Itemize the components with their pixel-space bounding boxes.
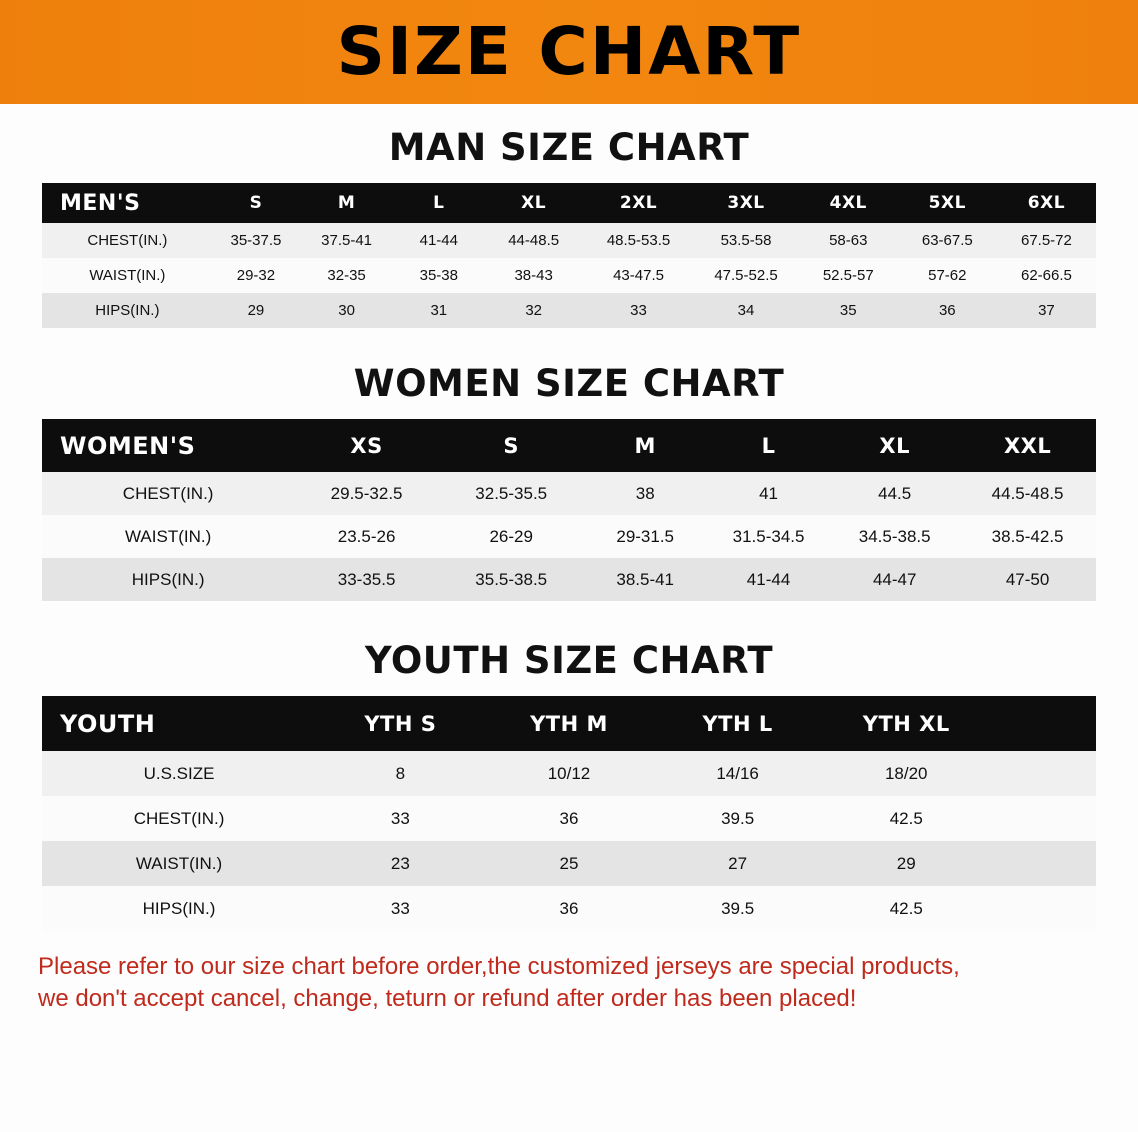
women-cell: 35.5-38.5 xyxy=(475,569,548,589)
youth-cell-spacer xyxy=(991,841,1096,886)
youth-header-yth-xl: YTH XL xyxy=(862,711,950,736)
youth-cell: 25 xyxy=(559,853,579,873)
table-row xyxy=(42,751,1096,796)
man-cell: 36 xyxy=(938,302,956,319)
man-cell: 35-37.5 xyxy=(230,232,282,249)
man-cell: 29 xyxy=(247,302,265,319)
women-cell: 34.5-38.5 xyxy=(858,526,931,546)
youth-cell-spacer xyxy=(991,886,1096,931)
man-cell: 57-62 xyxy=(928,267,967,284)
man-cell: 53.5-58 xyxy=(720,232,772,249)
man-header-6xl: 6XL xyxy=(1027,193,1066,213)
youth-cell: 27 xyxy=(728,853,748,873)
youth-row-label: U.S.SIZE xyxy=(143,763,215,783)
women-header-xxl: XXL xyxy=(1003,433,1052,458)
youth-cell: 18/20 xyxy=(884,763,928,783)
women-header-xl: XL xyxy=(879,433,910,458)
man-section-title: MAN SIZE CHART xyxy=(388,126,750,169)
women-size-table xyxy=(42,419,1096,601)
women-cell: 33-35.5 xyxy=(337,569,396,589)
youth-cell: 36 xyxy=(559,808,579,828)
youth-header-label: YOUTH xyxy=(60,709,156,738)
youth-cell: 42.5 xyxy=(889,808,923,828)
youth-cell: 29 xyxy=(896,853,916,873)
youth-row-label: CHEST(IN.) xyxy=(133,808,225,828)
women-cell: 32.5-35.5 xyxy=(475,483,548,503)
youth-cell: 33 xyxy=(390,898,410,918)
youth-cell: 14/16 xyxy=(716,763,759,783)
youth-header-yth-s: YTH S xyxy=(364,711,437,736)
man-cell: 30 xyxy=(338,302,355,319)
man-header-m: M xyxy=(337,193,356,213)
man-cell: 37.5-41 xyxy=(321,232,373,249)
man-row-label: CHEST(IN.) xyxy=(87,232,168,249)
youth-cell-spacer xyxy=(991,796,1096,841)
women-row-label: WAIST(IN.) xyxy=(125,526,212,546)
banner xyxy=(0,0,1138,104)
women-row-label: CHEST(IN.) xyxy=(122,483,214,503)
women-header-label: WOMEN'S xyxy=(60,431,196,460)
man-cell: 52.5-57 xyxy=(822,267,874,284)
man-size-table xyxy=(42,183,1096,328)
women-cell: 41 xyxy=(759,483,778,503)
youth-cell: 39.5 xyxy=(721,808,755,828)
youth-cell: 42.5 xyxy=(889,898,923,918)
women-cell: 38 xyxy=(635,483,655,503)
youth-section-title: YOUTH SIZE CHART xyxy=(364,639,774,682)
man-cell: 33 xyxy=(630,302,647,319)
man-cell: 35 xyxy=(839,302,857,319)
man-table-wrap xyxy=(42,183,1096,328)
banner-title: SIZE CHART xyxy=(336,13,802,90)
youth-table-wrap xyxy=(42,696,1096,931)
man-cell: 37 xyxy=(1038,302,1055,319)
table-row xyxy=(42,258,1096,293)
women-header-xs: XS xyxy=(350,433,383,458)
youth-cell: 23 xyxy=(390,853,410,873)
table-row xyxy=(42,293,1096,328)
man-header-s: S xyxy=(249,193,263,213)
women-table-wrap xyxy=(42,419,1096,601)
man-header-3xl: 3XL xyxy=(727,193,765,213)
youth-row-label: WAIST(IN.) xyxy=(135,853,223,873)
youth-size-table xyxy=(42,696,1096,931)
women-table-header-row xyxy=(42,419,1096,472)
women-cell: 29-31.5 xyxy=(616,526,675,546)
man-cell: 29-32 xyxy=(236,267,276,284)
table-row xyxy=(42,558,1096,601)
women-section-title: WOMEN SIZE CHART xyxy=(353,362,785,405)
man-cell: 48.5-53.5 xyxy=(606,232,671,249)
man-cell: 34 xyxy=(737,302,755,319)
man-row-label: WAIST(IN.) xyxy=(89,267,166,284)
man-table-header-row xyxy=(42,183,1096,223)
youth-cell: 10/12 xyxy=(547,763,591,783)
order-policy-note-line1: Please refer to our size chart before order,the customized jerseys are special products, xyxy=(38,953,960,980)
women-table-body xyxy=(42,472,1096,601)
women-cell: 44-47 xyxy=(872,569,917,589)
man-header-xl: XL xyxy=(521,193,547,213)
man-cell: 35-38 xyxy=(419,267,458,284)
man-row-label: HIPS(IN.) xyxy=(95,302,160,319)
man-table-body xyxy=(42,223,1096,328)
women-row-label: HIPS(IN.) xyxy=(131,569,205,589)
man-cell: 32 xyxy=(525,302,542,319)
order-policy-note xyxy=(38,951,1100,1016)
youth-cell-spacer xyxy=(991,751,1096,796)
women-cell: 41-44 xyxy=(746,569,791,589)
man-header-2xl: 2XL xyxy=(619,193,658,213)
man-cell: 63-67.5 xyxy=(921,232,973,249)
youth-header-yth-l: YTH L xyxy=(702,711,773,736)
women-header-s: S xyxy=(503,433,520,458)
youth-cell: 36 xyxy=(559,898,579,918)
youth-header-yth-m: YTH M xyxy=(530,711,608,736)
women-cell: 47-50 xyxy=(1005,569,1050,589)
women-cell: 26-29 xyxy=(489,526,533,546)
man-cell: 58-63 xyxy=(829,232,868,249)
man-cell: 31 xyxy=(430,302,448,319)
youth-header-spacer xyxy=(991,696,1096,751)
man-header-l: L xyxy=(433,193,445,213)
women-cell: 38.5-41 xyxy=(616,569,675,589)
table-row xyxy=(42,886,1096,931)
women-header-m: M xyxy=(634,433,656,458)
women-cell: 23.5-26 xyxy=(337,526,396,546)
table-row xyxy=(42,472,1096,515)
youth-row-label: HIPS(IN.) xyxy=(142,898,216,918)
women-cell: 38.5-42.5 xyxy=(991,526,1064,546)
order-policy-note-line2: we don't accept cancel, change, teturn or refund after order has been placed! xyxy=(38,985,857,1013)
youth-cell: 39.5 xyxy=(721,898,755,918)
women-cell: 29.5-32.5 xyxy=(330,483,403,503)
women-header-l: L xyxy=(761,433,776,458)
table-row xyxy=(42,841,1096,886)
youth-table-header-row xyxy=(42,696,1096,751)
man-header-5xl: 5XL xyxy=(928,193,966,213)
man-cell: 38-43 xyxy=(514,267,553,284)
man-cell: 32-35 xyxy=(327,267,366,284)
table-row xyxy=(42,515,1096,558)
women-cell: 44.5-48.5 xyxy=(991,483,1064,503)
table-row xyxy=(42,796,1096,841)
women-cell: 31.5-34.5 xyxy=(732,526,805,546)
man-cell: 43-47.5 xyxy=(613,267,664,284)
man-cell: 67.5-72 xyxy=(1020,232,1072,249)
man-header-label: MEN'S xyxy=(60,190,141,216)
man-cell: 62-66.5 xyxy=(1020,267,1072,284)
man-header-4xl: 4XL xyxy=(829,193,867,213)
man-cell: 47.5-52.5 xyxy=(714,267,778,284)
youth-cell: 8 xyxy=(395,763,406,783)
youth-table-body xyxy=(42,751,1096,931)
table-row xyxy=(42,223,1096,258)
man-cell: 44-48.5 xyxy=(508,232,560,249)
man-cell: 41-44 xyxy=(419,232,458,249)
women-cell: 44.5 xyxy=(878,483,912,503)
youth-cell: 33 xyxy=(390,808,410,828)
